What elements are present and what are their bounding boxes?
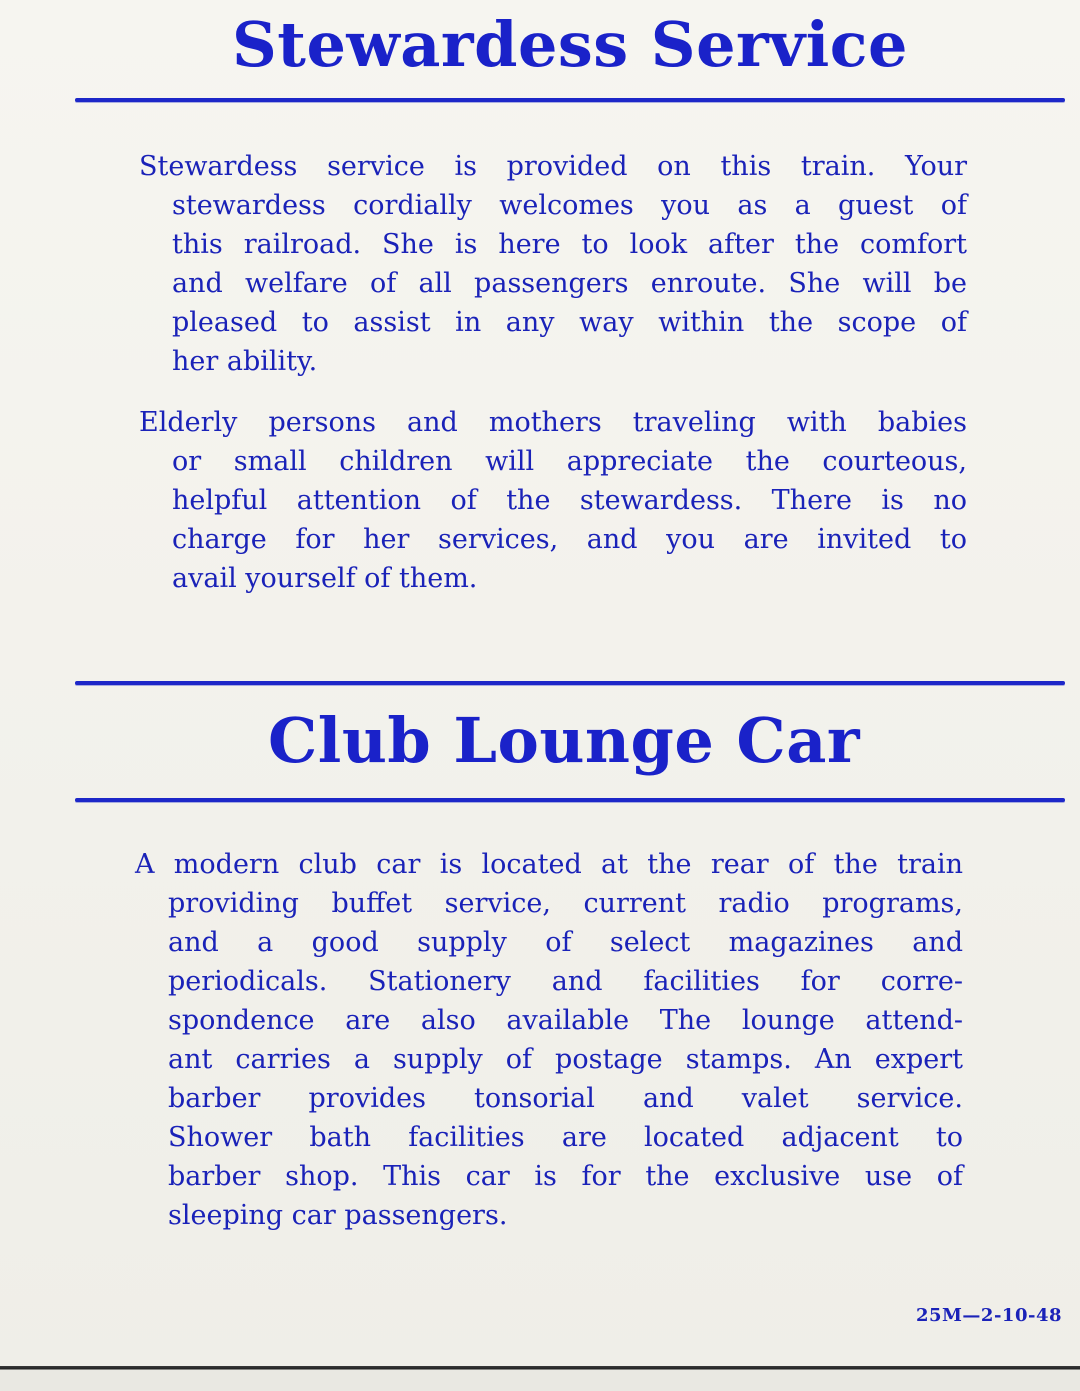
club-lounge-paragraph: [135, 845, 963, 1235]
stewardess-paragraph-2: [139, 403, 967, 598]
text-line: and a good supply of select magazines and: [168, 927, 963, 958]
text-line: sleeping car passengers.: [168, 1200, 508, 1231]
text-line: stewardess cordially welcomes you as a guest of: [172, 190, 967, 221]
text-line: Shower bath facilities are located adjacent to: [168, 1122, 963, 1153]
text-line: avail yourself of them.: [172, 563, 478, 594]
section-divider: [75, 681, 1065, 685]
section-heading-stewardess-service: Stewardess Service: [232, 8, 908, 81]
stewardess-paragraph-1: [139, 147, 967, 381]
text-line: barber shop. This car is for the exclusive use of: [168, 1161, 963, 1192]
text-line: this railroad. She is here to look after the comfort: [172, 229, 967, 260]
text-line: or small children will appreciate the courteous,: [172, 446, 967, 477]
text-line: barber provides tonsorial and valet service.: [168, 1083, 963, 1114]
text-line: Elderly persons and mothers traveling with babies: [139, 407, 967, 438]
text-line: her ability.: [172, 346, 318, 377]
heading-divider: [75, 798, 1065, 802]
heading-divider: [75, 98, 1065, 102]
text-line: A modern club car is located at the rear of the train: [135, 849, 963, 880]
text-line: Stewardess service is provided on this train. Your: [139, 151, 967, 182]
text-line: providing buffet service, current radio programs,: [168, 888, 963, 919]
text-line: periodicals. Stationery and facilities for corre-: [168, 966, 963, 997]
section-heading-club-lounge-car: Club Lounge Car: [267, 704, 861, 777]
text-line: pleased to assist in any way within the scope of: [172, 307, 967, 338]
text-line: helpful attention of the stewardess. There is no: [172, 485, 967, 516]
page-bottom-edge: [0, 1366, 1080, 1391]
text-line: charge for her services, and you are invited to: [172, 524, 967, 555]
text-line: ant carries a supply of postage stamps. An expert: [168, 1044, 963, 1075]
print-code: 25M—2-10-48: [915, 1305, 1062, 1326]
text-line: spondence are also available The lounge attend-: [168, 1005, 963, 1036]
text-line: and welfare of all passengers enroute. She will be: [172, 268, 967, 299]
